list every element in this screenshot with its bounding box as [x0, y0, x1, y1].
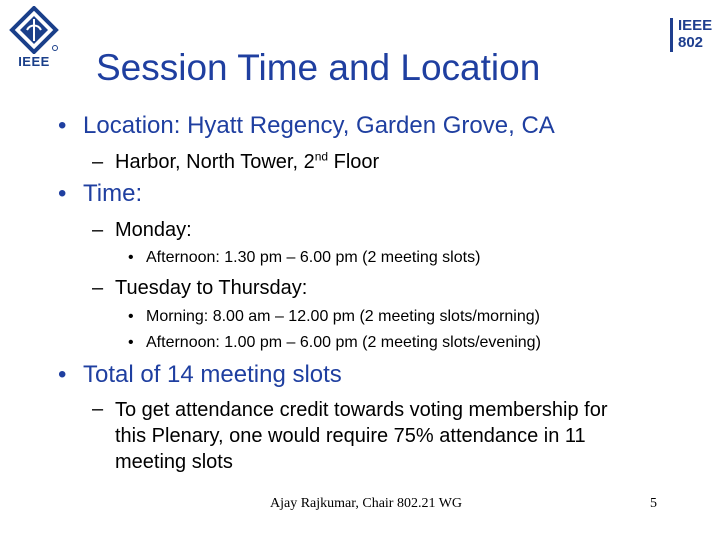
sub-bullet-room-text [115, 150, 379, 174]
bullet-location-text: Location: Hyatt Regency, Garden Grove, CA [83, 112, 555, 139]
detail-tue-thu-morning-text: Morning: 8.00 am – 12.00 pm (2 meeting slots/morning) [146, 308, 540, 325]
dash-marker: – [92, 151, 104, 173]
ieee-kite-icon [6, 6, 62, 54]
detail-tue-thu-afternoon-text: Afternoon: 1.00 pm – 6.00 pm (2 meeting slots/evening) [146, 334, 541, 351]
ieee-logo [6, 6, 62, 76]
sub-bullet-attendance [92, 397, 652, 475]
detail-tue-thu-afternoon [128, 333, 668, 353]
bullet-time-text: Time: [83, 180, 143, 207]
detail-tue-thu-morning [128, 307, 668, 327]
sub-bullet-monday [92, 218, 392, 242]
footer-author: Ajay Rajkumar, Chair 802.21 WG [270, 496, 463, 511]
detail-monday-afternoon-text: Afternoon: 1.30 pm – 6.00 pm (2 meeting slots) [146, 249, 481, 266]
dash-marker: – [92, 398, 104, 420]
ieee802-logo-line2: 802 [678, 34, 704, 51]
slide-title: Session Time and Location [96, 47, 541, 88]
sub-bullet-attendance-text: To get attendance credit towards voting membership for this Plenary, one would require 75% attendance in 11 meeting slots [115, 399, 608, 473]
room-text-after: Floor [328, 151, 380, 173]
sub-bullet-room [92, 150, 652, 174]
sub-bullet-monday-text: Monday: [115, 219, 192, 241]
detail-monday-afternoon [128, 248, 588, 268]
page-number: 5 [650, 496, 657, 511]
bullet-total-text: Total of 14 meeting slots [83, 361, 342, 388]
sub-bullet-tue-thu [92, 276, 452, 300]
bullet-marker: • [128, 249, 134, 266]
bullet-marker: • [58, 361, 67, 388]
room-text-before: Harbor, North Tower, 2 [115, 151, 315, 173]
bullet-marker: • [58, 180, 67, 207]
bullet-marker: • [58, 112, 67, 139]
room-text-sup: nd [314, 149, 329, 164]
bullet-marker: • [128, 334, 134, 351]
ieee802-logo-bar [670, 18, 673, 52]
ieee802-logo [670, 16, 716, 56]
dash-marker: – [92, 277, 104, 299]
bullet-marker: • [128, 308, 134, 325]
bullet-time [58, 180, 358, 208]
ieee802-logo-line1: IEEE [678, 17, 713, 34]
bullet-location [58, 112, 678, 140]
dash-marker: – [92, 219, 104, 241]
ieee-logo-text: IEEE [18, 54, 50, 69]
bullet-total [58, 361, 458, 389]
sub-bullet-tue-thu-text: Tuesday to Thursday: [115, 277, 308, 299]
